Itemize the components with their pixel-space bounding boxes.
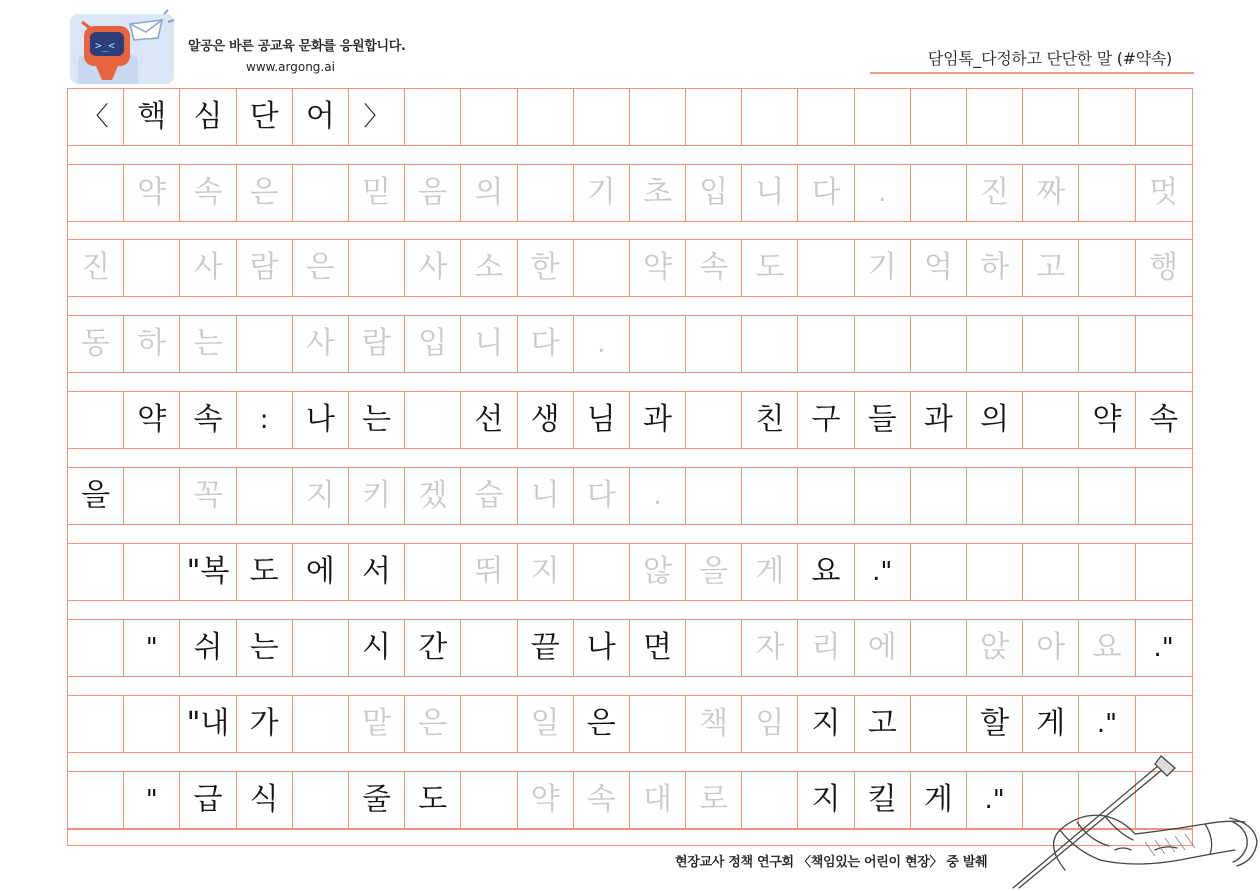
empty-cell <box>68 392 124 448</box>
empty-cell <box>1079 544 1135 600</box>
trace-character-cell: . <box>855 165 911 221</box>
trace-character-cell: 람 <box>237 240 293 296</box>
source-caption: 현장교사 정책 연구회 〈책임있는 어린이 현장〉 중 발췌 <box>675 855 988 870</box>
character-cell: ." <box>1079 696 1135 752</box>
character-cell: 끝 <box>518 620 574 676</box>
empty-cell <box>742 772 798 828</box>
character-cell: 의 <box>967 392 1023 448</box>
character-cell: "내 <box>180 696 236 752</box>
grid-row <box>68 696 1192 752</box>
empty-cell <box>405 392 461 448</box>
trace-character-cell: 행 <box>1149 250 1179 285</box>
empty-cell <box>911 696 967 752</box>
character-cell: 할 <box>967 696 1023 752</box>
trace-character-cell: 약 <box>518 772 574 828</box>
trace-character-cell: 사 <box>180 240 236 296</box>
row-separator <box>68 676 1192 696</box>
character-cell: 식 <box>237 772 293 828</box>
character-cell: 지 <box>798 696 854 752</box>
trace-character-cell: 게 <box>742 544 798 600</box>
character-cell: 급 <box>180 772 236 828</box>
character-cell: 선 <box>461 392 517 448</box>
character-cell: ." <box>967 772 1023 828</box>
empty-cell <box>686 316 742 372</box>
empty-cell <box>518 89 574 145</box>
character-cell: 나 <box>574 620 630 676</box>
grid-row <box>68 468 1192 524</box>
character-cell: 도 <box>405 772 461 828</box>
trace-character-cell: 책 <box>686 696 742 752</box>
trace-character-cell: 은 <box>237 165 293 221</box>
trace-character-cell: 지 <box>293 468 349 524</box>
character-cell: 는 <box>349 392 405 448</box>
trace-character-cell: 맡 <box>349 696 405 752</box>
character-cell: 〉 <box>349 89 405 145</box>
website-url: www.argong.ai <box>246 60 335 74</box>
character-cell: 쉬 <box>180 620 236 676</box>
empty-cell <box>68 696 124 752</box>
trace-character-cell: 억 <box>911 240 967 296</box>
character-cell: ." <box>855 544 911 600</box>
row-separator <box>68 448 1192 468</box>
trace-character-cell: 사 <box>405 240 461 296</box>
character-cell: 에 <box>293 544 349 600</box>
empty-cell <box>1136 696 1192 752</box>
trace-character-cell: 앉 <box>967 620 1023 676</box>
trace-character-cell: 한 <box>518 240 574 296</box>
empty-cell <box>686 89 742 145</box>
trace-character-cell: 믿 <box>349 165 405 221</box>
trace-character-cell: 대 <box>630 772 686 828</box>
character-cell: 면 <box>630 620 686 676</box>
trace-character-cell: 않 <box>630 544 686 600</box>
trace-character-cell: 니 <box>742 165 798 221</box>
trace-character-cell: 하 <box>967 240 1023 296</box>
empty-cell <box>686 468 742 524</box>
empty-cell <box>461 772 517 828</box>
empty-cell <box>1023 544 1079 600</box>
empty-cell <box>461 620 517 676</box>
empty-cell <box>1136 544 1192 600</box>
trace-character-cell: 니 <box>518 468 574 524</box>
empty-cell <box>293 696 349 752</box>
row-separator <box>68 221 1192 240</box>
empty-cell <box>1079 89 1135 145</box>
trace-character-cell: 키 <box>349 468 405 524</box>
empty-cell <box>1079 165 1135 221</box>
empty-cell <box>574 544 630 600</box>
character-cell: 약 <box>124 392 180 448</box>
trace-character-cell: 기 <box>574 165 630 221</box>
empty-cell <box>124 696 180 752</box>
trace-character-cell: 에 <box>855 620 911 676</box>
trace-character-cell: 소 <box>461 240 517 296</box>
character-cell: 서 <box>349 544 405 600</box>
empty-cell <box>855 468 911 524</box>
grid-row <box>68 392 1192 448</box>
character-cell: " <box>124 772 180 828</box>
empty-cell <box>124 468 180 524</box>
empty-cell <box>1136 468 1192 524</box>
character-cell: 속 <box>1149 402 1179 437</box>
empty-cell <box>461 89 517 145</box>
grid-row <box>68 240 1192 296</box>
empty-cell <box>798 240 854 296</box>
empty-cell <box>742 89 798 145</box>
character-cell: 은 <box>574 696 630 752</box>
character-cell: 게 <box>911 772 967 828</box>
trace-character-cell: 지 <box>518 544 574 600</box>
trace-character-cell: 아 <box>1023 620 1079 676</box>
grid-row <box>68 89 1192 145</box>
trace-character-cell: 약 <box>630 240 686 296</box>
character-cell: 〈 <box>68 89 124 145</box>
trace-character-cell: 약 <box>124 165 180 221</box>
empty-cell <box>124 240 180 296</box>
trace-character-cell: 로 <box>686 772 742 828</box>
grid-row <box>68 165 1192 221</box>
character-cell: 단 <box>237 89 293 145</box>
grid-row <box>68 316 1192 372</box>
empty-cell <box>798 316 854 372</box>
trace-character-cell: 입 <box>686 165 742 221</box>
character-cell: 과 <box>911 392 967 448</box>
character-cell: 속 <box>180 392 236 448</box>
trace-character-cell: 다 <box>574 468 630 524</box>
trace-character-cell: 니 <box>461 316 517 372</box>
trace-character-cell: 진 <box>967 165 1023 221</box>
trace-character-cell: 입 <box>405 316 461 372</box>
empty-cell <box>911 544 967 600</box>
empty-cell <box>742 468 798 524</box>
trace-character-cell: 의 <box>461 165 517 221</box>
title-underline <box>870 72 1194 74</box>
empty-cell <box>967 468 1023 524</box>
trace-character-cell: 속 <box>574 772 630 828</box>
empty-cell <box>798 89 854 145</box>
grid-row <box>68 544 1192 600</box>
trace-character-cell: 사 <box>293 316 349 372</box>
trace-character-cell: . <box>630 468 686 524</box>
character-cell: 도 <box>237 544 293 600</box>
trace-character-cell: 는 <box>180 316 236 372</box>
robot-mascot-logo <box>68 8 176 86</box>
character-cell: 고 <box>855 696 911 752</box>
character-cell: 는 <box>237 620 293 676</box>
trace-character-cell: 멋 <box>1149 175 1179 210</box>
trace-character-cell: 속 <box>686 240 742 296</box>
trace-character-cell: . <box>574 316 630 372</box>
empty-cell <box>911 89 967 145</box>
empty-cell <box>1023 316 1079 372</box>
trace-character-cell: 다 <box>798 165 854 221</box>
svg-text:>_<: >_< <box>95 39 115 52</box>
empty-cell <box>742 316 798 372</box>
empty-cell <box>630 696 686 752</box>
character-cell: 간 <box>405 620 461 676</box>
empty-cell <box>1023 392 1079 448</box>
trace-character-cell: 임 <box>742 696 798 752</box>
character-cell: ." <box>1153 633 1174 663</box>
trace-character-cell: 은 <box>293 240 349 296</box>
empty-cell <box>1023 468 1079 524</box>
character-cell: 어 <box>293 89 349 145</box>
trace-character-cell: 요 <box>1079 620 1135 676</box>
empty-cell <box>349 240 405 296</box>
character-cell: 과 <box>630 392 686 448</box>
empty-cell <box>855 89 911 145</box>
empty-cell <box>686 620 742 676</box>
empty-cell <box>967 316 1023 372</box>
character-cell: 약 <box>1079 392 1135 448</box>
empty-cell <box>855 316 911 372</box>
row-separator <box>68 524 1192 544</box>
character-cell: : <box>237 392 293 448</box>
empty-cell <box>68 165 124 221</box>
character-cell: 들 <box>855 392 911 448</box>
empty-cell <box>1079 468 1135 524</box>
trace-character-cell: 은 <box>405 696 461 752</box>
trace-character-cell: 뛰 <box>461 544 517 600</box>
character-cell: 을 <box>68 468 124 524</box>
empty-cell <box>68 544 124 600</box>
empty-cell <box>574 89 630 145</box>
trace-character-cell: 을 <box>686 544 742 600</box>
empty-cell <box>967 544 1023 600</box>
empty-cell <box>293 772 349 828</box>
character-cell: 나 <box>293 392 349 448</box>
empty-cell <box>68 620 124 676</box>
character-cell: 요 <box>798 544 854 600</box>
grid-row <box>68 620 1192 676</box>
empty-cell <box>461 696 517 752</box>
empty-cell <box>1136 316 1192 372</box>
trace-character-cell: 짜 <box>1023 165 1079 221</box>
empty-cell <box>798 468 854 524</box>
trace-character-cell: 고 <box>1023 240 1079 296</box>
empty-cell <box>1023 89 1079 145</box>
empty-cell <box>1079 240 1135 296</box>
character-cell: 구 <box>798 392 854 448</box>
trace-character-cell: 기 <box>855 240 911 296</box>
empty-cell <box>686 392 742 448</box>
empty-cell <box>630 89 686 145</box>
trace-character-cell: 꼭 <box>180 468 236 524</box>
character-cell: " <box>124 620 180 676</box>
row-separator <box>68 145 1192 165</box>
character-cell: 시 <box>349 620 405 676</box>
row-separator <box>68 372 1192 392</box>
slogan-text: 알공은 바른 공교육 문화를 응원합니다. <box>188 39 406 54</box>
character-cell: 님 <box>574 392 630 448</box>
trace-character-cell: 속 <box>180 165 236 221</box>
empty-cell <box>124 544 180 600</box>
trace-character-cell: 음 <box>405 165 461 221</box>
trace-character-cell: 진 <box>68 240 124 296</box>
trace-character-cell: 도 <box>742 240 798 296</box>
trace-character-cell: 하 <box>124 316 180 372</box>
empty-cell <box>1136 89 1192 145</box>
trace-character-cell: 일 <box>518 696 574 752</box>
empty-cell <box>237 468 293 524</box>
row-separator <box>68 600 1192 620</box>
empty-cell <box>967 89 1023 145</box>
character-cell: "복 <box>180 544 236 600</box>
empty-cell <box>574 240 630 296</box>
empty-cell <box>630 316 686 372</box>
empty-cell <box>293 165 349 221</box>
empty-cell <box>405 89 461 145</box>
empty-cell <box>293 620 349 676</box>
empty-cell <box>1079 316 1135 372</box>
empty-cell <box>68 772 124 828</box>
trace-character-cell: 겠 <box>405 468 461 524</box>
empty-cell <box>405 544 461 600</box>
trace-character-cell: 자 <box>742 620 798 676</box>
character-cell: 친 <box>742 392 798 448</box>
trace-character-cell: 리 <box>798 620 854 676</box>
empty-cell <box>911 165 967 221</box>
empty-cell <box>911 316 967 372</box>
trace-character-cell: 동 <box>68 316 124 372</box>
empty-cell <box>911 620 967 676</box>
trace-character-cell: 습 <box>461 468 517 524</box>
trace-character-cell: 초 <box>630 165 686 221</box>
character-cell: 지 <box>798 772 854 828</box>
character-cell: 게 <box>1023 696 1079 752</box>
character-cell: 줄 <box>349 772 405 828</box>
character-cell: 킬 <box>855 772 911 828</box>
empty-cell <box>518 165 574 221</box>
trace-character-cell: 다 <box>518 316 574 372</box>
hand-holding-pen-illustration <box>1005 750 1260 891</box>
page-title: 담임톡_다정하고 단단한 말 (#약속) <box>927 49 1172 68</box>
empty-cell <box>237 316 293 372</box>
trace-character-cell: 람 <box>349 316 405 372</box>
character-cell: 핵 <box>124 89 180 145</box>
empty-cell <box>911 468 967 524</box>
character-cell: 생 <box>518 392 574 448</box>
character-cell: 가 <box>237 696 293 752</box>
row-separator <box>68 296 1192 316</box>
manuscript-grid <box>67 88 1193 846</box>
character-cell: 심 <box>180 89 236 145</box>
